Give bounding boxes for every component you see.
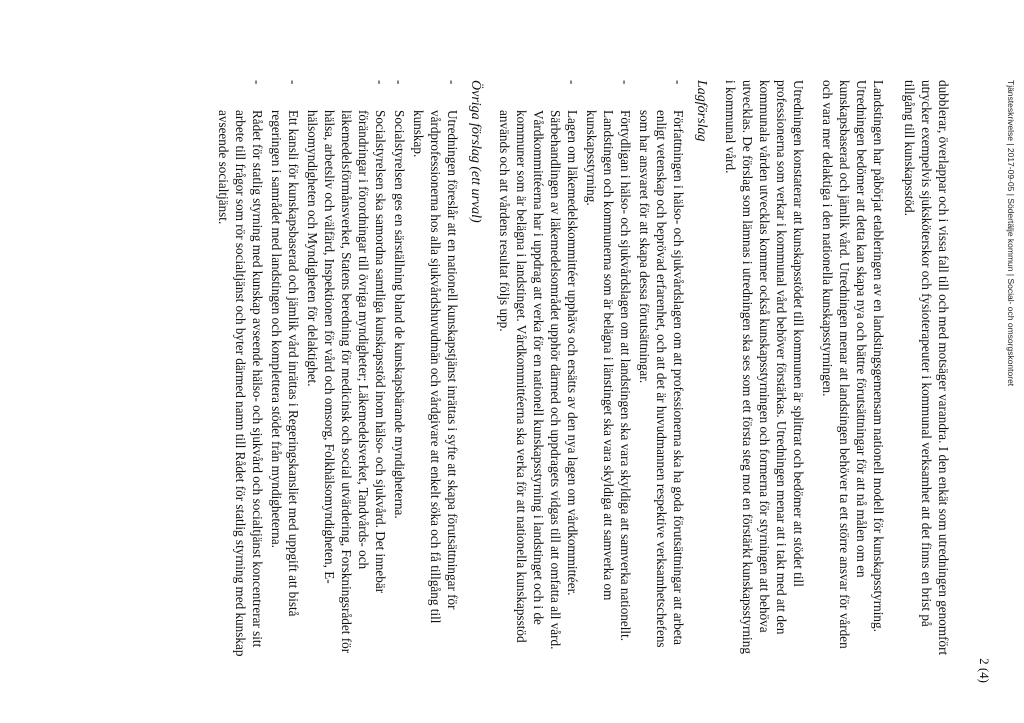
- paragraph-1: dubblerar, överlappar och i vissa fall till och med motsäger varandra. I den enkät som utredningen genomfört utrycker exempelvis sjuksköterskor och fysioterapeuter i kommunal verksamhet att det finns en brist på tillgång till kunskapsstöd.: [902, 80, 951, 656]
- bullet-dash-icon: -: [671, 80, 686, 85]
- paragraph-3: Utredningen konstaterar att kunskapsstödet till kommunen är splittrat och bedömer att stödet till professionerna som verkar i kommunal vård behöver förstärkas. Utredningen menar att i takt med att den kommunala vården utvecklas kommer också kunskapsstyrningen och formerna för styrningen att behöva utvecklas. De förslag som lämnas i utredningen ska ses som ett första steg mot en förstärkt kunskapsstyrning i kommunal vård.: [723, 80, 806, 654]
- list-item: - Socialstyrelsen ska samordna samtliga kunskapsstöd inom hälso- och sjukvård. Det innebär förändringar i förordningar till övriga myndigheter; Läkemedelsverket, Tandvårds- och läkemedelsförmånsverket, Statens beredning för medicinsk och social utvärdering, Forskningsrådet för hälsa, arbetsliv och välfärd, Inspektionen för vård och omsorg, Folkhälsomyndigheten, E-hälsomyndigheten och Myndigheten för delaktighet.: [305, 80, 388, 654]
- bullet-dash-icon: -: [445, 80, 460, 85]
- section-heading-lagforslag: Lagförslag: [694, 80, 709, 142]
- bullet-dash-icon: -: [286, 80, 301, 85]
- bullet-dash-icon: -: [250, 80, 265, 85]
- bullet-dash-icon: -: [392, 80, 407, 85]
- list-item: - Rådet för statlig styrning med kunskap avseende hälso- och sjukvård och socialtjänst koncentrerar sitt arbete till frågor som rör socialtjänst och byter därmed namn till Rådet för statlig styrning med kunskap avseende socialtjänst.: [216, 80, 265, 657]
- list-item: - Författningen i hälso- och sjukvårdslagen om att professionerna ska ha goda förutsättningar att arbeta enligt vetenskap och beprövad erfarenhet, och att det är huvudmannen respektive verksamhetschefens som har ansvaret för att skapa dessa förutsättningar.: [637, 80, 686, 648]
- list-item: - Ett kansli för kunskapsbaserad och jämlik vård inrättas i Regeringskansliet med uppgift att bistå regeringen i samrådet med landstingen och komplettera stödet från myndigheterna.: [269, 80, 301, 617]
- section-heading-ovriga-forslag: Övriga förslag (ett urval): [468, 80, 483, 223]
- list-item: - Utredningen föreslår att en nationell kunskapstjänst inrättas i syfte att skapa förutsättningar för vårdprofessionerna hos alla sjukvårdshuvudmän och vårdgivare att enkelt söka och få tillgång till kunskap.: [411, 80, 460, 624]
- bullet-list-lagforslag: [496, 80, 687, 660]
- bullet-dash-icon: -: [373, 80, 388, 85]
- bullet-dash-icon: -: [618, 80, 633, 85]
- document-header: Tjänsteskrivelse | 2017-09-05 | Södertälje kommun | Social- och omsorgskontoret: [1006, 80, 1016, 387]
- list-item: - Socialstyrelsen ges en särställning bland de kunskapsbärande myndigheterna.: [392, 80, 407, 519]
- list-item: - Lagen om läkemedelskommittéer upphävs och ersätts av den nya lagen om vårdkommittéer. Särbehandlingen av läkemedelsområdet upphör därmed och uppdragets vidgas till att omfatta all vård. Vårdkommittéerna har i uppdrag att verka för en nationell kunskapsstyrning i landstinget och i de kommuner som är belägna i landstinget. Vårdkommittéerna ska verka för att nationella kunskapsstöd används och att vårdens resultat följs upp.: [497, 80, 580, 650]
- bullet-dash-icon: -: [565, 80, 580, 85]
- document-body: [203, 80, 952, 660]
- list-item: - Förtydligan i hälso- och sjukvårdslagen om att landstingen ska vara skyldiga att samverka nationellt. Landstingen och kommunerna som är belägna i länstinget ska vara skyldiga att samverka om kunskapsstyrning.: [584, 80, 633, 642]
- paragraph-2: Landstingen har påbörjat etableringen av en landstingsgemensam nationell modell för kunskapsstyrning. Utredningen bedömer att detta kan skapa nya och bättre förutsättningar för att nå målen om en kunskapsbaserad och jämlik vård. Utredningen menar att landstingen behöver ta ett större ansvar för vården och vara mer delaktiga i den nationella kunskapsstyrningen.: [820, 80, 886, 649]
- bullet-list-ovriga-forslag: [215, 80, 461, 660]
- page-number: 2 (4): [977, 658, 992, 683]
